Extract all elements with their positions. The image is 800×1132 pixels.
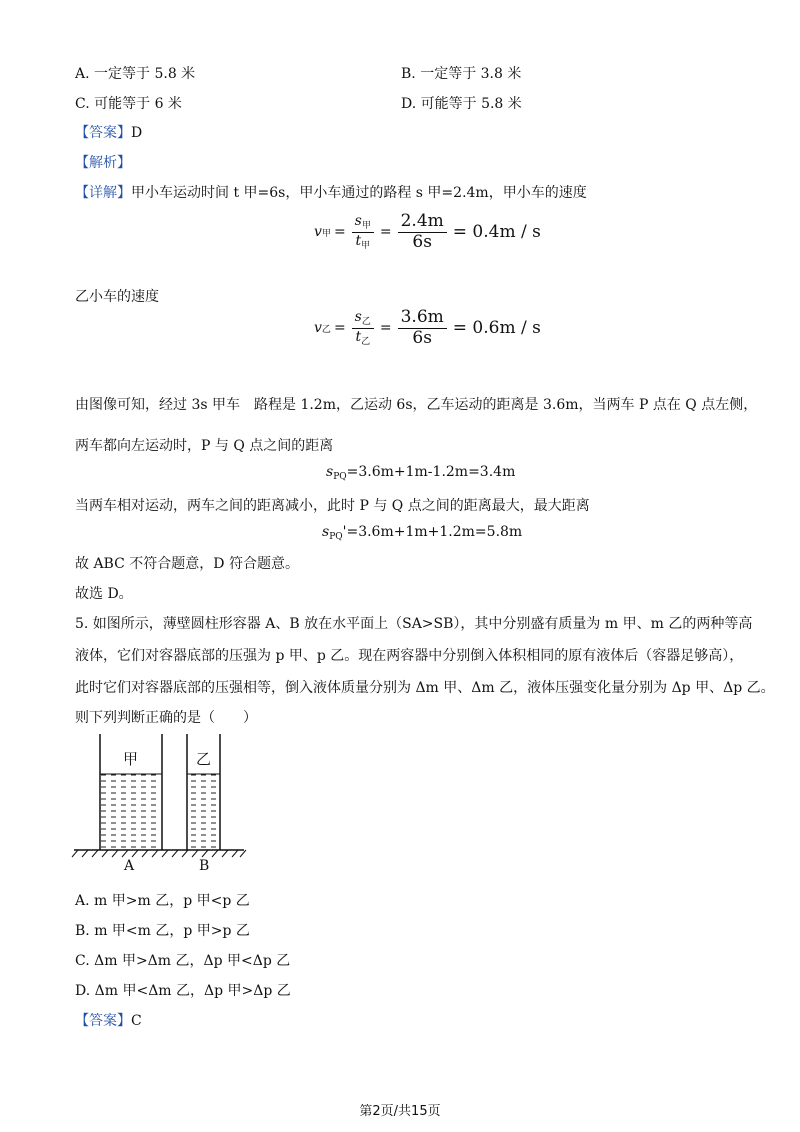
q4-para-1: 由图像可知，经过 3s 甲车 路程是 1.2m，乙运动 6s，乙车运动的距离是 3.6m，当两车 P 点在 Q 点左侧， xyxy=(75,397,758,413)
answer-value: C xyxy=(131,1013,142,1029)
liquid-a xyxy=(101,774,161,850)
q5-line-2: 液体，它们对容器底部的压强为 p 甲、p 乙。现在两容器中分别倒入体积相同的原有液体后（容器足够高）， xyxy=(75,648,744,664)
detail-text: 甲小车运动时间 t 甲=6s，甲小车通过的路程 s 甲=2.4m，甲小车的速度 xyxy=(131,185,587,201)
answer-value: D xyxy=(131,125,143,141)
label-yi: 乙 xyxy=(196,750,212,768)
q5-line-4: 则下列判断正确的是（ ） xyxy=(75,710,257,726)
q5-option-b: B. m 甲<m 乙，p 甲>p 乙 xyxy=(75,923,250,939)
eq1-result: = 0.4m / s xyxy=(452,222,541,243)
q4-option-a: A. 一定等于 5.8 米 xyxy=(75,66,196,82)
q4-detail xyxy=(75,182,587,202)
q4-para-2: 两车都向左运动时，P 与 Q 点之间的距离 xyxy=(75,438,334,454)
eq2-frac-symbolic: $\frac{s_乙}{t_乙}$ xyxy=(352,309,374,347)
eq1-frac-numeric: $\frac{2.4m}{6s}$ xyxy=(398,212,447,252)
containers-diagram xyxy=(70,730,250,880)
page-number: 第2页/共15页 xyxy=(359,1104,441,1119)
q5-figure xyxy=(70,730,250,880)
q5-option-d: D. Δm 甲<Δm 乙，Δp 甲>Δp 乙 xyxy=(75,983,291,999)
detail-tag: 【详解】 xyxy=(75,185,131,201)
q4-para-3: 当两车相对运动，两车之间的距离减小，此时 P 与 Q 点之间的距离最大，最大距离 xyxy=(75,498,590,514)
q4-option-d: D. 可能等于 5.8 米 xyxy=(401,96,522,112)
label-b: B xyxy=(199,858,210,874)
q4-equation-4: $s_{PQ}'=3.6m+1m+1.2m=5.8m$ xyxy=(322,524,523,542)
q5-option-c: C. Δm 甲>Δm 乙，Δp 甲<Δp 乙 xyxy=(75,953,291,969)
q5-option-a: A. m 甲>m 乙，p 甲<p 乙 xyxy=(75,893,250,909)
q4-option-b: B. 一定等于 3.8 米 xyxy=(401,66,522,82)
q4-option-c: C. 可能等于 6 米 xyxy=(75,96,182,112)
eq1-frac-symbolic: $\frac{s_甲}{t_甲}$ xyxy=(352,213,374,251)
q5-answer xyxy=(75,1010,142,1030)
q4-line-2: 乙小车的速度 xyxy=(75,289,159,305)
q4-equation-3: $s_{PQ}=3.6m+1m-1.2m=3.4m$ xyxy=(326,464,516,482)
q4-analysis-tag: 【解析】 xyxy=(75,155,131,171)
liquid-b xyxy=(188,774,219,850)
q4-equation-1: v 甲 = $\frac{s_甲}{t_甲}$ = $\frac{2.4m}{6s}$ = 0.4m / s xyxy=(314,211,541,252)
q4-conclusion-1: 故 ABC 不符合题意，D 符合题意。 xyxy=(75,556,299,572)
q4-answer xyxy=(75,122,142,142)
ground-hatching xyxy=(72,850,246,857)
q4-equation-2: v 乙 = $\frac{s_乙}{t_乙}$ = $\frac{3.6m}{6s}$ = 0.6m / s xyxy=(314,307,541,348)
eq2-result: = 0.6m / s xyxy=(452,318,541,339)
q4-conclusion-2: 故选 D。 xyxy=(75,586,133,602)
label-jia: 甲 xyxy=(123,750,139,768)
eq2-frac-numeric: $\frac{3.6m}{6s}$ xyxy=(398,308,447,348)
eq1-lhs-sub: 甲 xyxy=(321,228,331,239)
eq2-lhs: v xyxy=(314,320,322,337)
label-a: A xyxy=(124,858,135,874)
answer-tag: 【答案】 xyxy=(75,125,131,141)
eq1-lhs: v xyxy=(314,224,322,241)
q5-line-1: 5. 如图所示，薄壁圆柱形容器 A、B 放在水平面上（SA>SB），其中分别盛有质量为 m 甲、m 乙的两种等高 xyxy=(75,616,753,632)
eq2-lhs-sub: 乙 xyxy=(321,324,331,335)
answer-tag: 【答案】 xyxy=(75,1013,131,1029)
q5-line-3: 此时它们对容器底部的压强相等，倒入液体质量分别为 Δm 甲、Δm 乙，液体压强变化量分别为 Δp 甲、Δp 乙。 xyxy=(75,680,775,696)
